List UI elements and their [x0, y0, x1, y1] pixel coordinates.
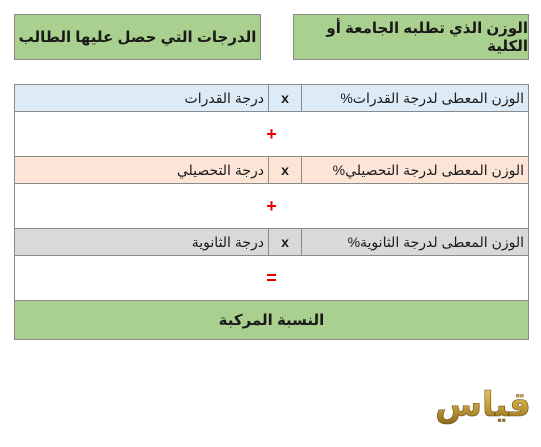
- multiply-sign: x: [269, 229, 302, 256]
- qiyas-logo: [435, 378, 531, 428]
- table-row-composite-total: [15, 301, 529, 340]
- header-required-weight: [293, 14, 529, 60]
- header-required-weight-label: الوزن الذي تطلبه الجامعة أو الكلية: [326, 20, 528, 55]
- weight-aptitude-label: الوزن المعطى لدرجة القدرات: [352, 89, 524, 106]
- multiply-sign: x: [269, 157, 302, 184]
- weight-secondary: [302, 229, 529, 256]
- plus-sign: +: [15, 112, 529, 157]
- percent-sign: %: [340, 89, 353, 106]
- composite-percentage-label: النسبة المركبة: [15, 301, 529, 340]
- table-row-aptitude: [15, 85, 529, 112]
- composite-score-table: [14, 84, 529, 340]
- weight-achievement-label: الوزن المعطى لدرجة التحصيلي: [345, 161, 524, 178]
- operator-row-plus-1: [15, 112, 529, 157]
- table-row-achievement: [15, 157, 529, 184]
- grade-secondary: درجة الثانوية: [15, 229, 269, 256]
- qiyas-logo-text: قياس: [435, 385, 531, 425]
- header-student-grades: [14, 14, 261, 60]
- percent-sign: %: [332, 161, 346, 178]
- header-student-grades-label: الدرجات التي حصل عليها الطالب: [18, 29, 257, 46]
- grade-aptitude: درجة القدرات: [15, 85, 269, 112]
- operator-row-plus-2: [15, 184, 529, 229]
- weight-secondary-label: الوزن المعطى لدرجة الثانوية: [360, 233, 524, 250]
- weight-aptitude: [302, 85, 529, 112]
- grade-achievement: درجة التحصيلي: [15, 157, 269, 184]
- weight-achievement: [302, 157, 529, 184]
- table-row-secondary: [15, 229, 529, 256]
- equals-sign: =: [15, 256, 529, 301]
- multiply-sign: x: [269, 85, 302, 112]
- plus-sign: +: [15, 184, 529, 229]
- operator-row-equals: [15, 256, 529, 301]
- percent-sign: %: [347, 233, 361, 250]
